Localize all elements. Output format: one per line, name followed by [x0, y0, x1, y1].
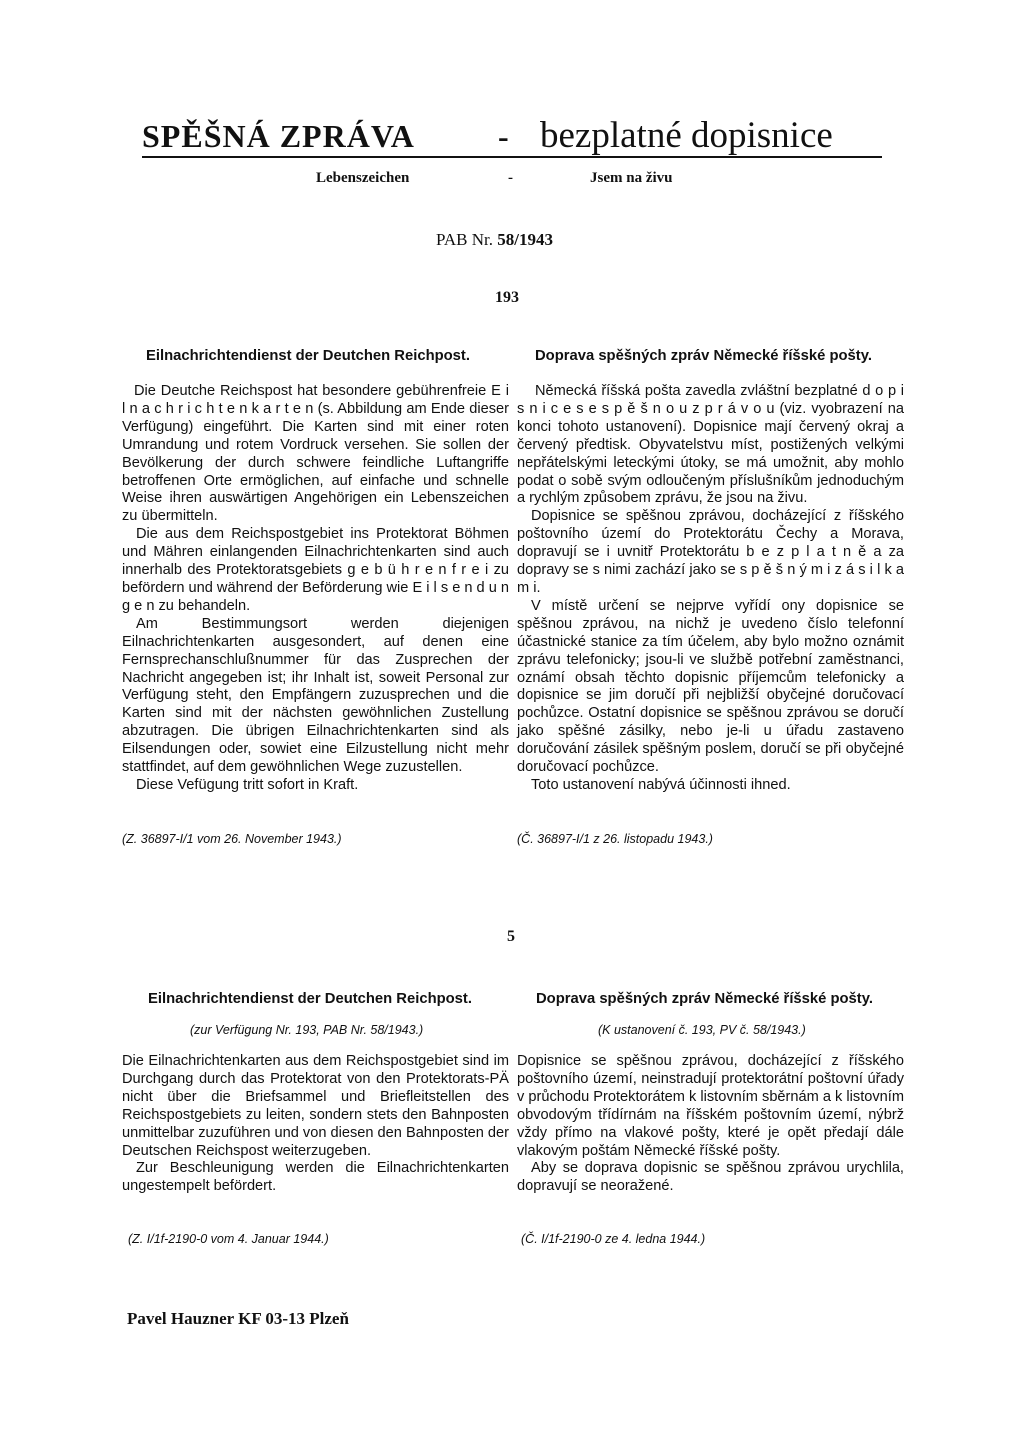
paragraph: Die Deutche Reichspost hat besondere gebührenfreie E i l n a c h r i c h t e n k a r t e n (s. Abbildung am Ende dieser Verfügung) eingeführt. Die Karten sind mit einer roten Umrandung und rotem Vordruck versehen. Sie sollen der Bevölkerung der durch schwere feindliche Luftangriffe betroffenen Orte ermöglichen, auf einfache und schnelle Weise ihren auswärtigen Angehörigen ein Lebenszeichen zu übermitteln. [122, 383, 509, 525]
section-number: 5 [507, 928, 515, 945]
section2-right-text [517, 1053, 904, 1196]
paragraph: Německá říšská pošta zavedla zvláštní bezplatné d o p i s n i c e s e s p ě š n o u z p r á v o u (viz. vyobrazení na konci tohoto ustanovení). Dopisnice mají červený okraj a červený předtisk. Obyvatelstvu míst, postižených velkými nepřátelskými leteckými útoky, se má umožnit, aby mohlo podat o sobě svým odloučeným příslušníkům jednoduchým a rychlým způsobem zprávu, že jsou na živu. [517, 383, 904, 507]
subtitle-left: Lebenszeichen [316, 170, 410, 186]
paragraph: Die Eilnachrichtenkarten aus dem Reichspostgebiet sind im Durchgang durch das Protektorat von den Protektorats-PÄ nicht über die Briefsammel und Briefleitstellen des Reichspostgebiets zu leiten, sondern stets den Bahnposten unmittelbar zuzuführen und von diesen den Bahnposten der Deutschen Reichspost weiterzugeben. [122, 1053, 510, 1159]
section2-left-text [122, 1053, 509, 1196]
pab-number: 58/1943 [497, 230, 553, 249]
paragraph: Die aus dem Reichspostgebiet ins Protektorat Böhmen und Mähren einlangenden Eilnachrichtenkarten sind auch innerhalb des Protektoratsgebiets g e b ü h r e n f r e i zu befördern und während der Beförderung wie E i l s e n d u n g e n zu behandeln. [122, 526, 509, 614]
subtitle-right: Jsem na živu [590, 170, 673, 186]
title-dash: - [498, 118, 509, 154]
paragraph: Dopisnice se spěšnou zprávou, docházející z říšského poštovního území, neinstradují protektorátní poštovní úřady v průchodu Protektorátem k listovním sběrnám a k listovním obvodovým třídírnám na říšském poštovním území, nýbrž vždy přímo na vlakové pošty, které je opět předají dále vlakovým poštám Německé říšské pošty. [517, 1053, 904, 1159]
paragraph: Zur Beschleunigung werden die Eilnachrichtenkarten ungestempelt befördert. [122, 1160, 509, 1195]
subtitle-dash: - [508, 170, 513, 186]
paragraph: Am Bestimmungsort werden diejenigen Eilnachrichtenkarten ausgesondert, auf denen eine Fernsprechanschlußnummer für das Zusprechen der Nachricht angegeben ist; ihr Inhalt ist, soweit Personal zur Verfügung steht, den Empfängern zuzusprechen und die Karten sind mit der nächsten gewöhnlichen Zustellung abzutragen. Die übrigen Eilnachrichtenkarten sind als Eilsendungen oder, sowiet eine Eilzustellung nicht mehr stattfindet, auf dem gewöhnlichen Wege zuzustellen. [122, 615, 509, 776]
section2-left-reference: (Z. I/1f-2190-0 vom 4. Januar 1944.) [128, 1232, 329, 1246]
section1-left-text [122, 383, 509, 795]
section2-left-subreference: (zur Verfügung Nr. 193, PAB Nr. 58/1943.) [190, 1023, 424, 1037]
section2-right-subreference: (K ustanovení č. 193, PV č. 58/1943.) [598, 1023, 806, 1037]
section2-right-heading: Doprava spěšných zpráv Německé říšské pošty. [536, 991, 873, 1007]
section1-right-text [517, 383, 904, 795]
section1-left-reference: (Z. 36897-I/1 vom 26. November 1943.) [122, 832, 342, 846]
pab-prefix: PAB Nr. [436, 230, 494, 249]
paragraph: V místě určení se nejprve vyřídí ony dopisnice se spěšnou zprávou, na nichž je uvedeno číslo telefonní účastnické stanice za tím účelem, aby bylo možno oznámit zprávu telefonicky; jsou-li ve službě potřební zaměstnanci, oznámí obsah těchto dopisnic příjemcům telefonicky a dopisnice se jim doručí při nejbližší obyčejné doručovací pochůzce. Ostatní dopisnice se spěšnou zprávou se doručí jako spěšné zásilky, nebo je-li u úřadu zastaveno doručování zásilek spěšným poslem, doručí se při obyčejné doručovací pochůzce. [517, 597, 904, 776]
pab-line [436, 230, 553, 250]
header-underline [142, 156, 882, 158]
paragraph: Dopisnice se spěšnou zprávou, docházející z říšského poštovního území do Protektorátu Čechy a Morava, dopravují se i uvnitř Protektorátu b e z p l a t n ě a za dopravy se s nimi zachází jako se s p ě š n ý m i z á s i l k a m i. [517, 508, 904, 596]
section2-left-heading: Eilnachrichtendienst der Deutchen Reichpost. [148, 991, 472, 1007]
section1-right-reference: (Č. 36897-I/1 z 26. listopadu 1943.) [517, 832, 713, 846]
section1-right-heading: Doprava spěšných zpráv Německé říšské pošty. [535, 348, 872, 364]
paragraph: Diese Vefügung tritt sofort in Kraft. [136, 776, 359, 793]
title-right: bezplatné dopisnice [540, 115, 833, 156]
section2-right-reference: (Č. I/1f-2190-0 ze 4. ledna 1944.) [521, 1232, 706, 1246]
paragraph: Aby se doprava dopisnic se spěšnou zprávou urychlila, dopravují se neoražené. [517, 1160, 904, 1195]
paragraph: Toto ustanovení nabývá účinnosti ihned. [531, 776, 791, 793]
section-number: 193 [495, 289, 519, 306]
footer-author: Pavel Hauzner KF 03-13 Plzeň [127, 1309, 349, 1328]
title-left: SPĚŠNÁ ZPRÁVA [142, 118, 415, 154]
section1-left-heading: Eilnachrichtendienst der Deutchen Reichpost. [146, 348, 470, 364]
